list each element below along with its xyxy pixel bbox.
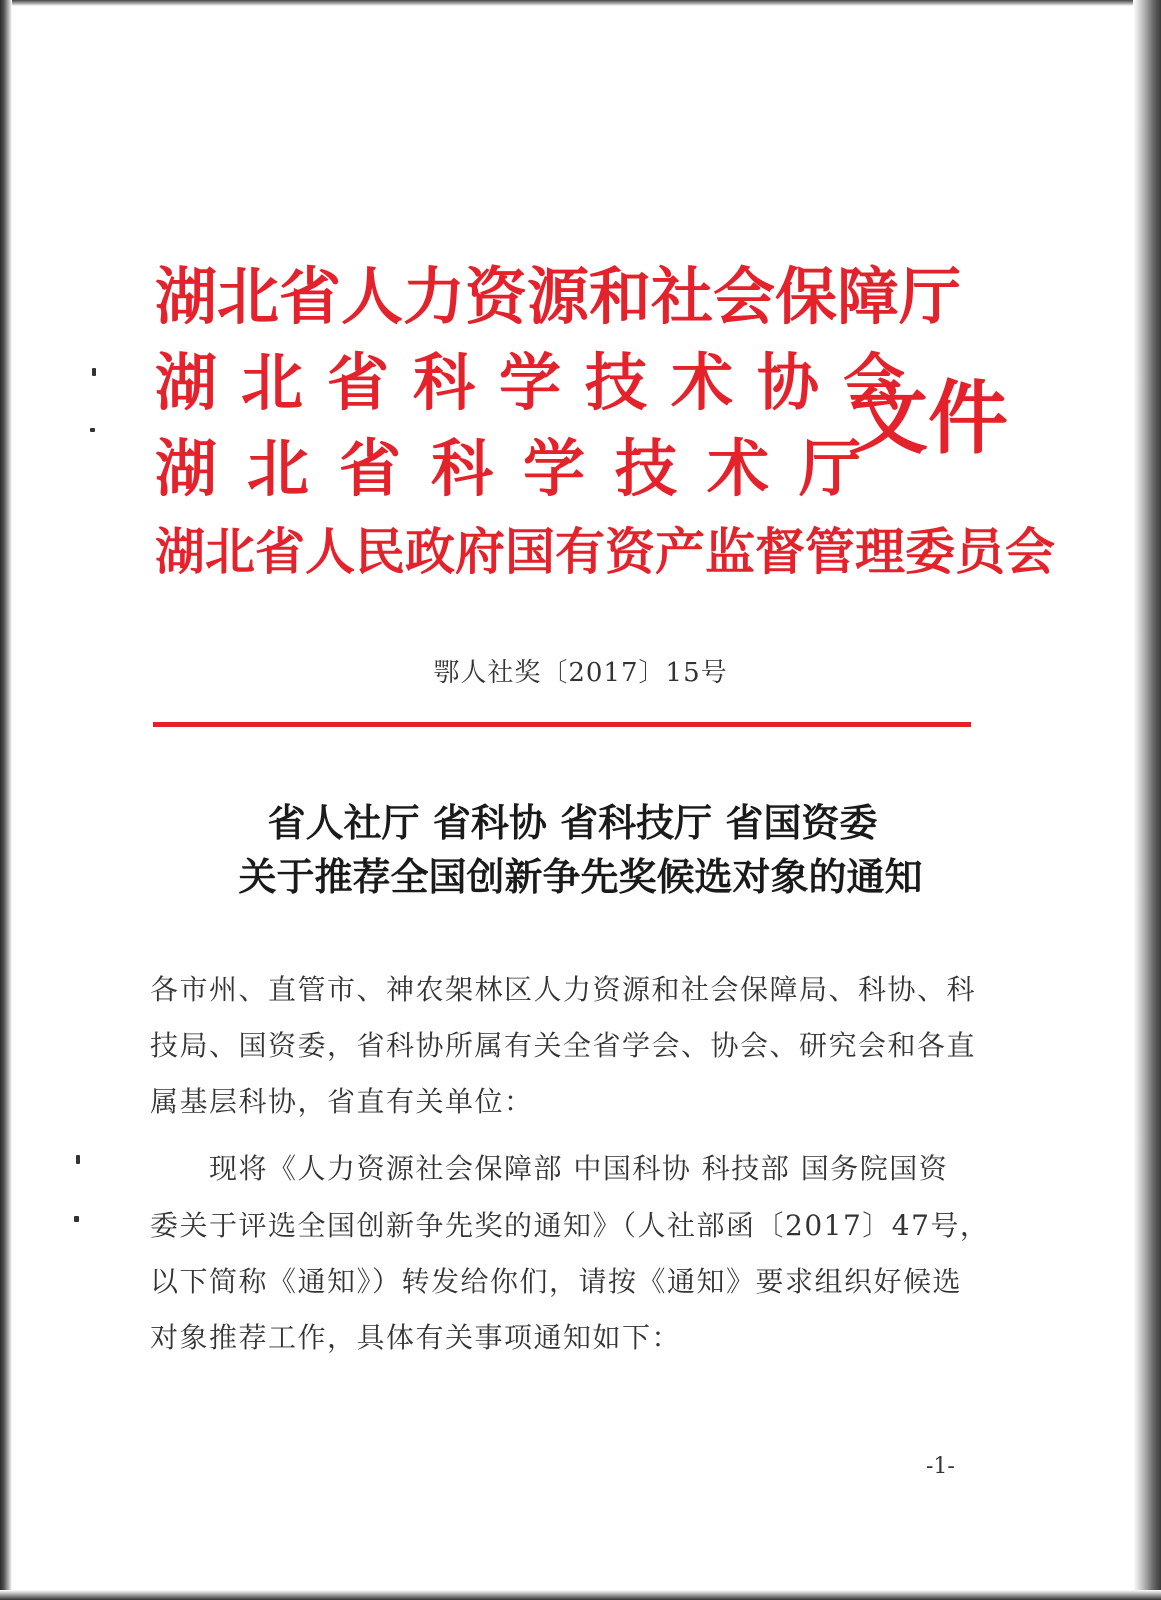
body-line: 属基层科协，省直有关单位： — [150, 1085, 534, 1118]
scan-edge-top — [0, 0, 1161, 6]
document-title-line-2: 关于推荐全国创新争先奖候选对象的通知 — [238, 854, 923, 899]
body-line: 各市州、直管市、神农架林区人力资源和社会保障局、科协、科 — [150, 973, 977, 1006]
document-title-line-1: 省人社厅 省科协 省科技厅 省国资委 — [267, 800, 878, 845]
body-line: 技局、国资委，省科协所属有关全省学会、协会、研究会和各直 — [150, 1029, 977, 1062]
file-label: 文件 — [848, 371, 1008, 465]
document-number: 鄂人社奖〔2017〕15号 — [433, 658, 728, 688]
scan-edge-left — [0, 0, 12, 1600]
binding-mark — [92, 368, 96, 376]
page-number: -1- — [926, 1454, 955, 1479]
body-line: 以下简称《通知》）转发给你们，请按《通知》要求组织好候选 — [150, 1265, 963, 1298]
scan-edge-bottom — [0, 1590, 1161, 1600]
binding-mark — [90, 428, 95, 432]
red-divider — [153, 722, 971, 727]
body-line: 对象推荐工作，具体有关事项通知如下： — [150, 1321, 682, 1354]
scan-edge-right — [1133, 0, 1161, 1600]
issuer-science-association: 湖北省科学技术协会 — [155, 346, 930, 419]
issuer-state-assets-commission: 湖北省人民政府国有资产监督管理委员会 — [155, 522, 1055, 581]
body-line: 现将《人力资源社会保障部 中国科协 科技部 国务院国资 — [150, 1152, 949, 1185]
binding-mark — [74, 1216, 79, 1222]
issuer-science-department: 湖北省科学技术厅 — [155, 432, 892, 505]
binding-mark — [76, 1155, 80, 1164]
issuer-hr-social-security: 湖北省人力资源和社会保障厅 — [155, 260, 962, 333]
body-line: 委关于评选全国创新争先奖的通知》（人社部函〔2017〕47号， — [150, 1209, 990, 1242]
